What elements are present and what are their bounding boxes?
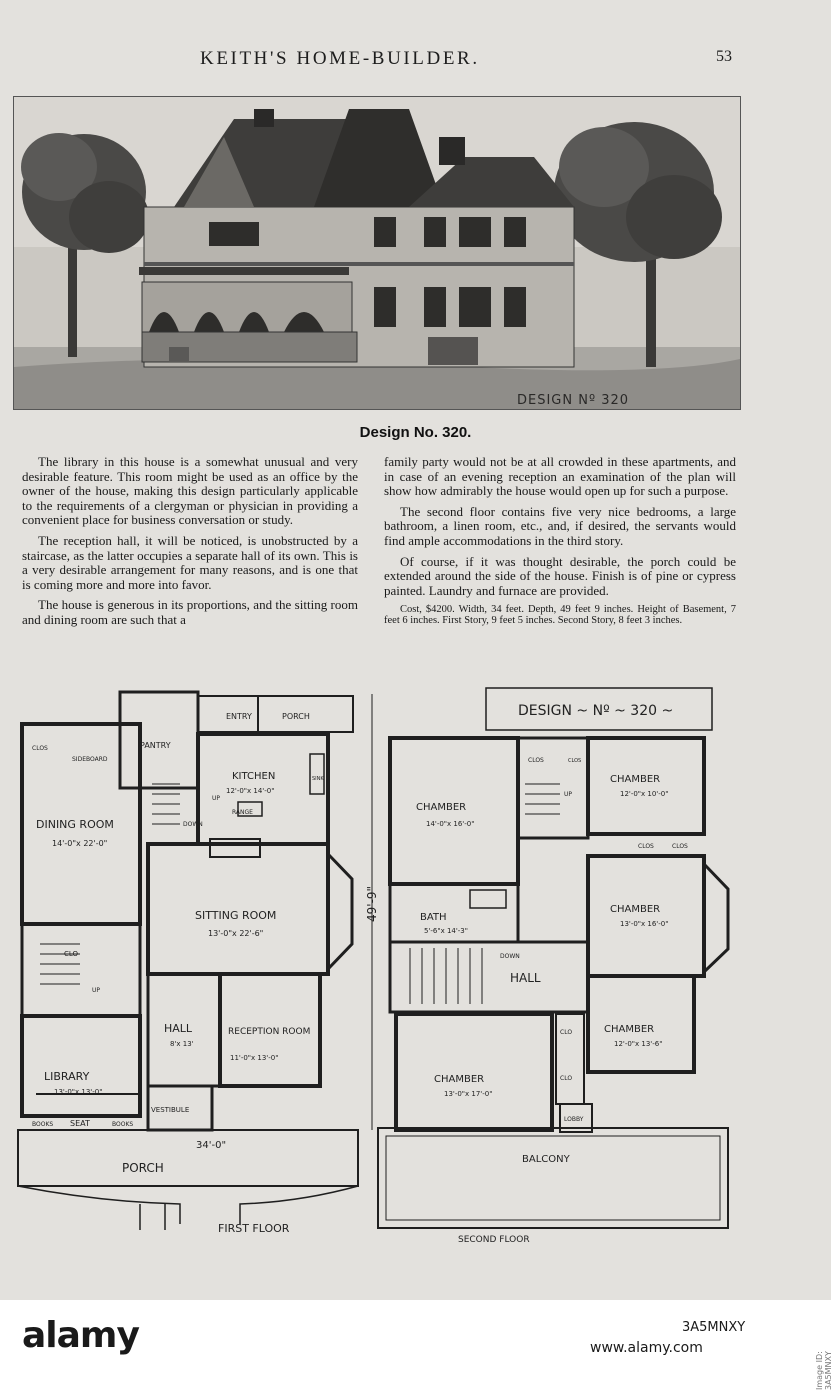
label-hall: HALL: [510, 971, 541, 985]
image-id-vertical: Image ID: 3A5MNXY: [815, 1351, 833, 1390]
text-column-left: [22, 455, 358, 634]
label-library: LIBRARY: [44, 1070, 90, 1083]
image-code: 3A5MNXY: [682, 1320, 746, 1335]
second-floor-plan: [378, 688, 728, 1228]
label-chamber-4: CHAMBER: [604, 1024, 655, 1035]
paragraph: The house is generous in its proportions, and the sitting room and dining room are such that a: [22, 597, 358, 627]
label-chamber-4-size: 12'-0"x 13'-6": [614, 1040, 663, 1048]
paragraph: The library in this house is a somewhat unusual and very desirable feature. This room might be used as an office by the owner of the house, making this design particularly applicable to the requirements of a clergyman or physician in providing a convenient place for business conversation or study.: [22, 454, 358, 528]
label-hall-size: 8'x 13': [170, 1040, 194, 1048]
label-chamber-5: CHAMBER: [434, 1074, 485, 1085]
label-balcony: BALCONY: [522, 1154, 570, 1165]
label-down: DOWN: [183, 821, 203, 828]
second-floor-banner: DESIGN ~ Nº ~ 320 ~: [518, 703, 674, 719]
label-clo-2: CLO: [560, 1075, 573, 1082]
label-reception-size: 11'-0"x 13'-0": [230, 1054, 279, 1062]
label-clos-3: CLOS: [638, 843, 654, 850]
second-floor-title: SECOND FLOOR: [458, 1235, 530, 1245]
label-chamber-2-size: 12'-0"x 10'-0": [620, 790, 669, 798]
label-bath-size: 5'-6"x 14'-3": [424, 927, 468, 935]
label-clo-1: CLO: [560, 1029, 573, 1036]
first-floor-plan: [18, 692, 372, 1230]
alamy-logo: alamy: [22, 1315, 139, 1356]
label-chamber-2: CHAMBER: [610, 774, 661, 785]
label-sitting-size: 13'-0"x 22'-6": [208, 929, 264, 938]
paragraph: Of course, if it was thought desirable, the porch could be extended around the side of the house. Finish is of pine or cypress painted. Laundry and furnace are provided.: [384, 553, 736, 598]
paragraph: The reception hall, it will be noticed, is unobstructed by a staircase, as the latter occupies a separate hall of its own. This is a very desirable arrangement for many reasons, and is one that is coming more and more into favor.: [22, 532, 358, 592]
label-hall: HALL: [164, 1022, 193, 1035]
house-illustration: [13, 96, 741, 410]
label-clo: CLO: [64, 950, 79, 958]
label-entry: ENTRY: [226, 712, 252, 721]
specifications: Cost, $4200. Width, 34 feet. Depth, 49 feet 9 inches. Height of Basement, 7 feet 6 inches. First Story, 9 feet 5 inches. Second Story, 8 feet 3 inches.: [384, 604, 736, 627]
label-pantry: PANTRY: [140, 741, 171, 750]
label-kitchen-size: 12'-0"x 14'-0": [226, 787, 275, 795]
label-books-left: BOOKS: [32, 1121, 54, 1128]
alamy-url: www.alamy.com: [590, 1340, 703, 1356]
text-column-right: [384, 455, 736, 632]
label-vestibule: VESTIBULE: [151, 1106, 190, 1114]
label-clos-2: CLOS: [568, 758, 582, 764]
label-up: UP: [564, 791, 573, 798]
label-chamber-1: CHAMBER: [416, 802, 467, 813]
label-chamber-3: CHAMBER: [610, 904, 661, 915]
page-number: 53: [716, 48, 732, 65]
design-title: Design No. 320.: [359, 424, 472, 441]
label-porch: PORCH: [122, 1161, 164, 1175]
label-chamber-3-size: 13'-0"x 16'-0": [620, 920, 669, 928]
label-dining-room: DINING ROOM: [36, 818, 114, 831]
label-width: 34'-0": [196, 1140, 227, 1151]
label-up: UP: [212, 795, 221, 802]
label-lobby: LOBBY: [564, 1116, 584, 1123]
illustration-caption: DESIGN Nº 320: [517, 393, 630, 408]
label-up-2: UP: [92, 987, 101, 994]
label-clos-4: CLOS: [672, 843, 688, 850]
label-sideboard: SIDEBOARD: [72, 756, 108, 763]
label-books-right: BOOKS: [112, 1121, 134, 1128]
paragraph: The second floor contains five very nice bedrooms, a large bathroom, a linen room, etc., and, if desired, the servants would find ample accommodations in the third story.: [384, 503, 736, 548]
first-floor-title: FIRST FLOOR: [218, 1222, 290, 1235]
label-seat: SEAT: [70, 1119, 90, 1128]
label-bath: BATH: [420, 912, 447, 923]
label-clos: CLOS: [32, 745, 48, 752]
label-sitting-room: SITTING ROOM: [195, 909, 277, 922]
label-kitchen: KITCHEN: [232, 771, 276, 782]
label-porch-rear: PORCH: [282, 712, 310, 721]
label-chamber-1-size: 14'-0"x 16'-0": [426, 820, 475, 828]
label-reception-room: RECEPTION ROOM: [228, 1027, 311, 1037]
label-dining-size: 14'-0"x 22'-0": [52, 839, 108, 848]
label-range: RANGE: [232, 809, 253, 816]
paragraph: family party would not be at all crowded in these apartments, and in case of an evening reception an examination of the plan will show how admirably the house would open up for such a purpose.: [384, 454, 736, 499]
label-down: DOWN: [500, 953, 520, 960]
running-title: KEITH'S HOME-BUILDER.: [200, 48, 480, 69]
label-chamber-5-size: 13'-0"x 17'-0": [444, 1090, 493, 1098]
floor-plans: [0, 684, 831, 1250]
label-clos-1: CLOS: [528, 757, 544, 764]
label-depth: 49'-9": [365, 885, 379, 922]
label-sink: SINK: [312, 776, 324, 782]
label-library-size: 13'-0"x 13'-0": [54, 1088, 103, 1096]
